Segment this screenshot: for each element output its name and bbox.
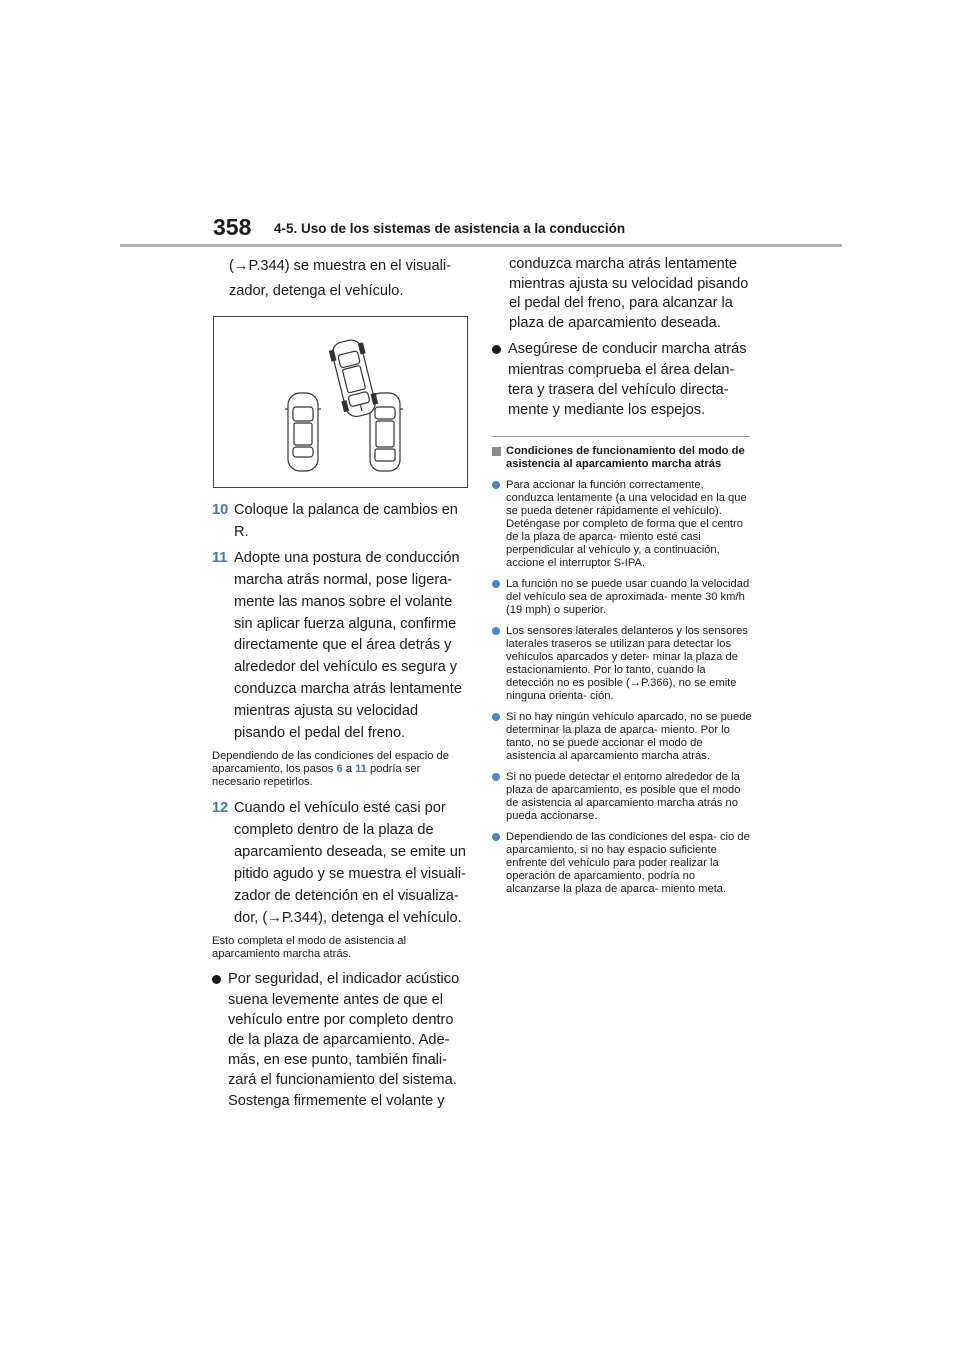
step-text: Adopte una postura de conducción marcha atrás normal, pose ligera- mente las manos sobre el volante sin aplicar fuerza alguna, confirme directamente que el área detrás y alrededor del vehículo es segura y conduzca marcha atrás lentamente mientras ajusta su velocidad pisando el pedal del freno. xyxy=(234,550,462,741)
condition-text: La función no se puede usar cuando la velocidad del vehículo sea de aproximada- mente 30 km/h (19 mph) o superior. xyxy=(506,578,750,617)
step-number: 11 xyxy=(212,550,228,567)
page-number: 358 xyxy=(213,214,252,240)
maneuvering-car xyxy=(328,337,379,419)
section-title: 4-5. Uso de los sistemas de asistencia a la conducción xyxy=(274,221,626,236)
bullet-dot xyxy=(492,481,500,489)
condition-item xyxy=(492,578,752,617)
page-header xyxy=(0,0,960,250)
parking-cars-drawing xyxy=(214,317,469,489)
safety-bullet xyxy=(212,969,470,1110)
step-12 xyxy=(212,797,470,929)
bullet-dot xyxy=(212,975,221,984)
condition-item xyxy=(492,711,752,763)
step-11 xyxy=(212,548,470,744)
condition-text: Dependiendo de las condiciones del espa- cio de aparcamiento, si no hay espacio suficiente enfrente del vehículo para poder realizar la operación de aparcamiento, podría no alcanzarse la plaza de aparca- miento meta. xyxy=(506,831,750,896)
step-10 xyxy=(212,500,470,543)
parking-illustration xyxy=(213,316,468,488)
condition-item xyxy=(492,771,752,823)
condition-item xyxy=(492,625,752,703)
step-text: Coloque la palanca de cambios en R. xyxy=(234,502,458,540)
bullet-dot xyxy=(492,713,500,721)
condition-text: Si no puede detectar el entorno alrededor de la plaza de aparcamiento, es posible que el modo de asistencia al aparcamiento marcha atrás no pueda accionarse. xyxy=(506,771,741,823)
note-text: podría ser necesario repetirlos. xyxy=(212,763,421,789)
header-divider xyxy=(120,244,842,247)
bullet-dot xyxy=(492,345,501,354)
continuation-text: conduzca marcha atrás lentamente mientras ajusta su velocidad pisando el pedal del freno, para alcanzar la plaza de aparcamiento deseada. xyxy=(509,256,749,331)
mirror-check-bullet xyxy=(492,339,752,420)
heading-text: Condiciones de funcionamiento del modo de asistencia al aparcamiento marcha atrás xyxy=(506,445,745,471)
condition-item xyxy=(492,479,752,570)
intro-line-2: zador, detenga el vehículo. xyxy=(229,282,404,299)
condition-item xyxy=(492,831,752,896)
bullet-text: Asegúrese de conducir marcha atrás mientras comprueba el área delan- tera y trasera del vehículo directa- mente y mediante los espejos. xyxy=(508,341,747,418)
condition-text: Para accionar la función correctamente, conduzca lentamente (a una velocidad en la que se pueda detener rápidamente el vehículo). Deténgase por completo de forma que el centro de la plaza de aparca- miento esté casi perpendicular al vehículo y, a continuación, accione el interruptor S-IPA. xyxy=(506,479,747,570)
bullet-text: Por seguridad, el indicador acústico suena levemente antes de que el vehículo entre por completo dentro de la plaza de aparcamiento. Ade- más, en ese punto, también finali- zará el funcionamiento del sistema. Sostenga firmemente el volante y xyxy=(228,971,460,1109)
step-text: Cuando el vehículo esté casi por completo dentro de la plaza de aparcamiento deseada, se emite un pitido agudo y se muestra el visuali- zador de detención en el visualiza- dor, (→P.344), detenga el vehículo. xyxy=(234,800,467,927)
step-ref: 6 xyxy=(336,763,343,776)
intro-line-1: (→P.344) se muestra en el visuali- xyxy=(229,258,451,274)
bullet-dot xyxy=(492,833,500,841)
left-column xyxy=(212,256,470,1117)
bullet-dot xyxy=(492,627,500,635)
step-number: 10 xyxy=(212,502,229,518)
bullet-dot xyxy=(492,580,500,588)
right-column xyxy=(492,256,752,904)
step-ref: 11 xyxy=(355,763,367,776)
section-divider xyxy=(492,436,750,437)
conditions-heading xyxy=(492,445,752,471)
repeat-steps-note xyxy=(212,750,470,789)
completion-note: Esto completa el modo de asistencia al aparcamiento marcha atrás. xyxy=(212,935,407,961)
bullet-dot xyxy=(492,773,500,781)
left-parked-car xyxy=(285,393,321,471)
step-number: 12 xyxy=(212,800,229,817)
note-text: a xyxy=(342,763,356,776)
condition-text: Los sensores laterales delanteros y los sensores laterales traseros se utilizan para detectar los vehículos aparcados y deter- minar la plaza de estacionamiento. Por lo tanto, cuando la detección no es posible (→P.366), no se emite ninguna orienta- ción. xyxy=(506,625,748,703)
note-text: Dependiendo de las condiciones del espacio de aparcamiento, los pasos xyxy=(212,750,449,776)
condition-text: Si no hay ningún vehículo aparcado, no se puede determinar la plaza de aparca- miento. Por lo tanto, no se puede accionar el modo de asistencia al aparcamiento marcha atrás. xyxy=(506,711,752,763)
heading-square-icon xyxy=(492,447,501,456)
